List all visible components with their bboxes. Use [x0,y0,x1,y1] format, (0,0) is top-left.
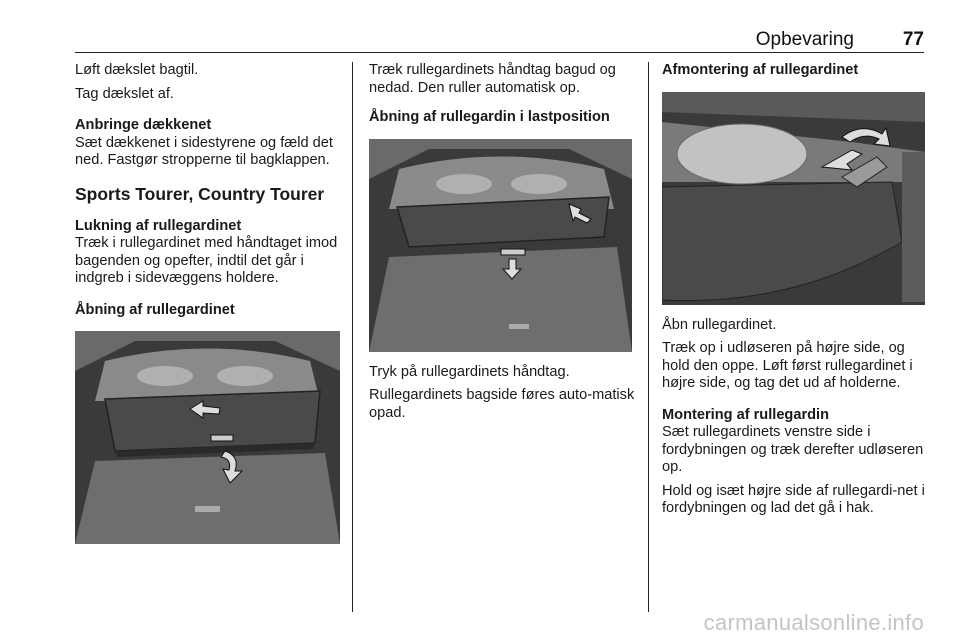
subheading: Afmontering af rullegardinet [662,62,859,78]
subheading: Montering af rullegardin [662,406,830,423]
page-header [75,28,924,53]
section-heading: Sports Tourer, Country Tourer [75,183,325,204]
column-2 [369,62,635,422]
subheading: Åbning af rullegardin i lastposition [369,109,610,125]
paragraph: Hold og isæt højre side af rullegardi-net i fordybningen og lad det gå i hak. [662,482,925,516]
page-number: 77 [902,29,924,50]
section-title: Opbevaring [755,29,854,50]
paragraph: Løft dækslet bagtil. [75,62,199,78]
subheading: Åbning af rullegardinet [75,301,235,318]
paragraph: Rullegardinets bagside føres auto-matisk opad. [369,387,635,421]
paragraph: Træk rullegardinets håndtag bagud og nedad. Den ruller automatisk op. [369,62,616,96]
cargo-cover-removal-illustration [662,92,925,305]
column-divider [648,62,649,612]
cargo-cover-illustration [75,331,340,544]
paragraph: Åbn rullegardinet. [662,316,777,333]
paragraph: Træk i rullegardinet med håndtaget imod bagenden og opefter, indtil det går i indgreb i sidevæggens holdere. [75,235,338,286]
paragraph: Sæt dækkenet i sidestyrene og fæld det ned. Fastgør stropperne til bagklappen. [75,134,333,168]
column-divider [352,62,353,612]
paragraph: Træk op i udløseren på højre side, og hold den oppe. Løft først rullegardinet i højre side, og tag det ud af holderne. [662,340,913,391]
paragraph: Sæt rullegardinets venstre side i fordybningen og træk derefter udløseren op. [662,424,924,475]
subheading: Lukning af rullegardinet [75,217,242,234]
paragraph: Tag dækslet af. [75,85,174,102]
cargo-cover-load-position-illustration [369,139,632,352]
column-1 [75,62,345,544]
paragraph: Tryk på rullegardinets håndtag. [369,363,570,380]
column-3 [662,62,927,518]
subheading: Anbringe dækkenet [75,117,212,133]
watermark: carmanualsonline.info [703,610,924,635]
